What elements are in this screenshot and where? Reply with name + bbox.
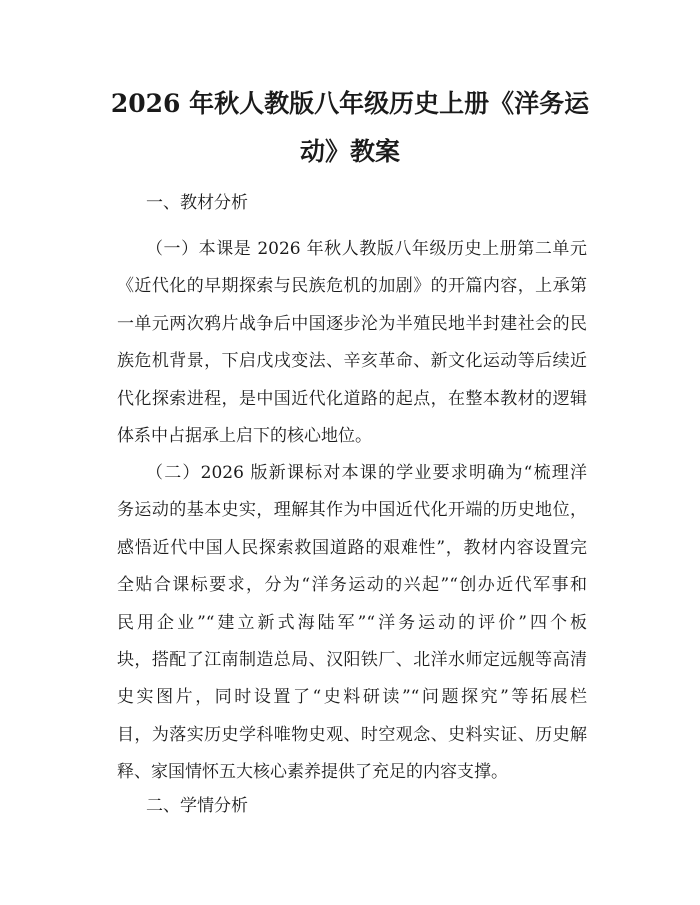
paragraph-2-line: 全贴合课标要求，分为“洋务运动的兴起”“创办近代军事和	[117, 575, 587, 596]
paragraph-1-line: 《近代化的早期探索与民族危机的加剧》的开篇内容，上承第	[117, 276, 587, 297]
document-title-line-1: 2026 年秋人教版八年级历史上册《洋务运	[110, 89, 590, 118]
paragraph-1-line: 代化探索进程，是中国近代化道路的起点，在整本教材的逻辑	[117, 388, 587, 409]
paragraph-1-line: 一单元两次鸦片战争后中国逐步沦为半殖民地半封建社会的民	[117, 313, 587, 334]
document-title-line-2: 动》教案	[299, 137, 400, 166]
section-heading-textbook-analysis: 一、教材分析	[146, 193, 248, 213]
paragraph-1-line: 族危机背景，下启戊戌变法、辛亥革命、新文化运动等后续近	[117, 351, 587, 372]
paragraph-1-line: 体系中占据承上启下的核心地位。	[117, 425, 372, 446]
paragraph-2-line: （二）2026 版新课标对本课的学业要求明确为“梳理洋	[146, 463, 587, 483]
paragraph-2-line: 感悟近代中国人民探索救国道路的艰难性”，教材内容设置完	[117, 537, 587, 558]
paragraph-2-line: 史实图片，同时设置了“史料研读”“问题探究”等拓展栏	[117, 687, 587, 708]
paragraph-2-line: 块，搭配了江南制造总局、汉阳铁厂、北洋水师定远舰等高清	[117, 649, 587, 670]
paragraph-2	[117, 465, 587, 802]
paragraph-2-line: 务运动的基本史实，理解其作为中国近代化开端的历史地位，	[117, 500, 587, 521]
paragraph-1-line: （一）本课是 2026 年秋人教版八年级历史上册第二单元	[146, 239, 587, 259]
paragraph-2-line: 民用企业”“建立新式海陆军”“洋务运动的评价”四个板	[117, 612, 587, 633]
paragraph-2-line: 释、家国情怀五大核心素养提供了充足的内容支撑。	[117, 762, 508, 783]
section-heading-student-analysis: 二、学情分析	[146, 796, 248, 816]
paragraph-2-line: 目，为落实历史学科唯物史观、时空观念、史料实证、历史解	[117, 724, 587, 745]
paragraph-1	[117, 241, 587, 465]
